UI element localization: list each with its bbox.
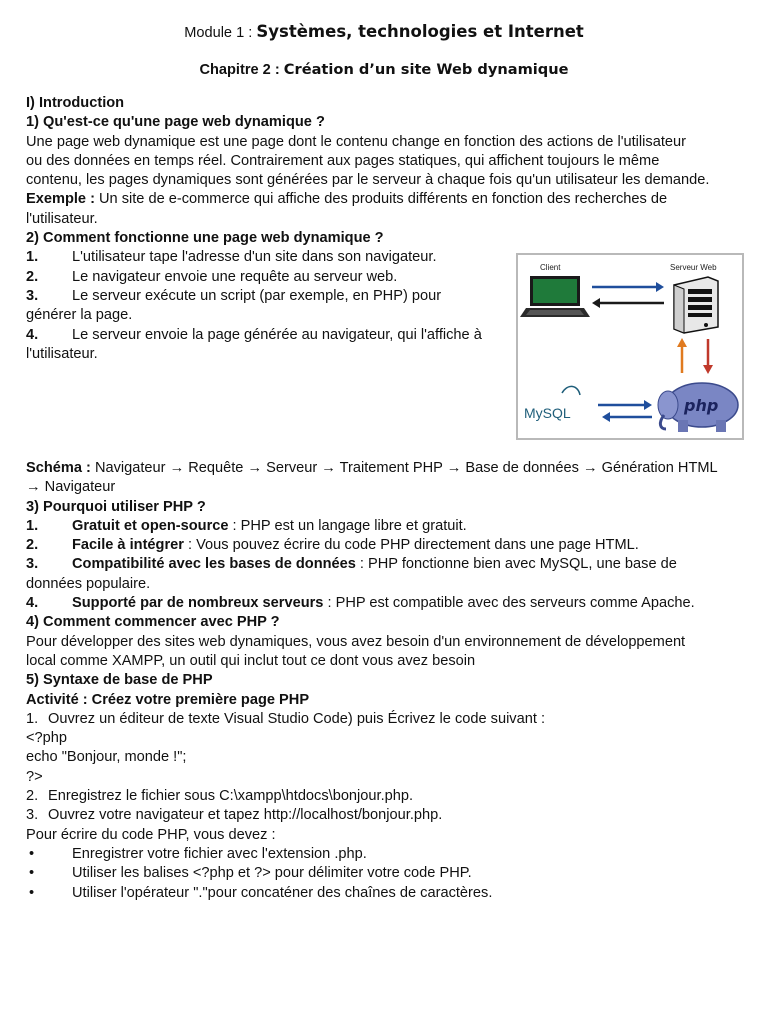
bullet-text: Utiliser les balises <?php et ?> pour délimiter votre code PHP. [72, 865, 472, 882]
client-server-diagram [516, 253, 744, 440]
question-3: 3) Pourquoi utiliser PHP ? [26, 498, 206, 515]
request-arrow-icon [592, 282, 664, 292]
mysql-logo-icon [524, 386, 580, 421]
list-text: Le serveur envoie la page générée au navigateur, qui l'affiche à [72, 326, 482, 343]
server-label: Serveur Web [670, 263, 717, 272]
list-continuation: données populaire. [26, 575, 151, 592]
schema-line [26, 459, 742, 478]
server-tower-icon [674, 277, 718, 333]
mysql-label: MySQL [524, 405, 571, 421]
code-line: echo "Bonjour, monde !"; [26, 749, 187, 766]
list-item [26, 594, 742, 613]
list-item [26, 517, 742, 536]
list-text: Ouvrez un éditeur de texte Visual Studio Code) puis Écrivez le code suivant : [48, 710, 545, 727]
list-item [26, 555, 742, 574]
list-bold: Compatibilité avec les bases de données [72, 556, 356, 573]
module-name: Systèmes, technologies et Internet [256, 22, 584, 41]
result-arrow-icon [602, 412, 652, 422]
example-label: Exemple : [26, 191, 99, 208]
bullet-text: Enregistrer votre fichier avec l'extension .php. [72, 845, 367, 862]
list-number: 2. [26, 268, 39, 285]
list-text: Le serveur exécute un script (par exemple, en PHP) pour [72, 287, 442, 304]
list-number: 2. [26, 788, 39, 805]
list-item [26, 248, 506, 267]
list-continuation: générer la page. [26, 307, 133, 324]
list-text: : PHP fonctionne bien avec MySQL, une base de [355, 556, 677, 573]
list-item [26, 536, 742, 555]
paragraph-line: local comme XAMPP, un outil qui inclut tout ce dont vous avez besoin [26, 652, 476, 669]
list-text: Le navigateur envoie une requête au serveur web. [72, 268, 398, 285]
list-number: 4. [26, 326, 39, 343]
bullet-icon: • [29, 865, 35, 882]
schema-label: Schéma : [26, 460, 95, 476]
query-arrow-icon [598, 400, 652, 410]
question-2: 2) Comment fonctionne une page web dynamique ? [26, 230, 384, 247]
list-number: 1. [26, 710, 39, 727]
list-text: L'utilisateur tape l'adresse d'un site dans son navigateur. [72, 249, 437, 266]
question-1: 1) Qu'est-ce qu'une page web dynamique ? [26, 114, 325, 131]
list-number: 1. [26, 517, 39, 534]
paragraph-line: Une page web dynamique est une page dont le contenu change en fonction des actions de l'utilisateur [26, 133, 686, 150]
php-label: php [684, 396, 719, 415]
module-title [0, 22, 768, 43]
list-number: 4. [26, 595, 39, 612]
list-item [26, 710, 742, 729]
list-text: Ouvrez votre navigateur et tapez http://localhost/bonjour.php. [48, 807, 443, 824]
bullet-icon: • [29, 884, 35, 901]
schema-line: → Navigateur [26, 479, 116, 496]
list-item [26, 287, 506, 306]
list-item [26, 326, 506, 345]
down-arrow-icon [703, 339, 713, 374]
question-5: 5) Syntaxe de base de PHP [26, 672, 213, 689]
bullet-item [26, 864, 742, 883]
question-4: 4) Comment commencer avec PHP ? [26, 614, 280, 631]
example-text: Un site de e-commerce qui affiche des produits différents en fonction des recherches de [99, 191, 668, 208]
activity-title: Activité : Créez votre première page PHP [26, 691, 310, 708]
bullet-icon: • [29, 845, 35, 862]
code-line: ?> [26, 768, 43, 785]
bullet-item [26, 884, 742, 903]
php-elephant-icon [658, 383, 738, 432]
list-number: 3. [26, 807, 39, 824]
paragraph-line: Pour écrire du code PHP, vous devez : [26, 826, 276, 843]
bullet-item [26, 845, 742, 864]
list-text: : Vous pouvez écrire du code PHP directement dans une page HTML. [183, 537, 639, 554]
steps-list [26, 248, 506, 364]
client-label: Client [540, 263, 561, 272]
bullet-text: Utiliser l'opérateur "."pour concaténer des chaînes de caractères. [72, 884, 493, 901]
example-line: l'utilisateur. [26, 210, 98, 227]
response-arrow-icon [592, 298, 664, 308]
list-bold: Facile à intégrer [72, 537, 184, 554]
paragraph-line: ou des données en temps réel. Contrairement aux pages statiques, qui affichent toujours le même [26, 152, 660, 169]
list-item [26, 268, 506, 287]
list-bold: Supporté par de nombreux serveurs [72, 595, 324, 612]
section-heading: I) Introduction [26, 95, 125, 111]
list-item [26, 787, 742, 806]
list-number: 3. [26, 287, 39, 304]
list-text: Enregistrez le fichier sous C:\xampp\htdocs\bonjour.php. [48, 788, 414, 805]
up-arrow-icon [677, 338, 687, 373]
list-continuation: l'utilisateur. [26, 345, 98, 362]
list-number: 1. [26, 249, 39, 266]
chapter-name: Création d’un site Web dynamique [283, 61, 569, 78]
example-line [26, 190, 742, 209]
paragraph-line: contenu, les pages dynamiques sont générées par le serveur à chaque fois qu'un utilisateur les demande. [26, 172, 710, 189]
list-text: : PHP est un langage libre et gratuit. [228, 517, 467, 534]
chapter-title [0, 60, 768, 80]
laptop-icon [520, 276, 590, 317]
list-number: 3. [26, 556, 39, 573]
list-number: 2. [26, 537, 39, 554]
list-item [26, 806, 742, 825]
schema-text: Navigateur → Requête → Serveur → Traitement PHP → Base de données → Génération HTML [94, 460, 718, 476]
module-prefix: Module 1 : [184, 25, 257, 41]
list-text: : PHP est compatible avec des serveurs comme Apache. [323, 595, 695, 612]
paragraph-line: Pour développer des sites web dynamiques, vous avez besoin d'un environnement de développement [26, 633, 686, 650]
list-bold: Gratuit et open-source [72, 517, 229, 534]
code-line: <?php [26, 730, 67, 747]
chapter-prefix: Chapitre 2 : [199, 62, 284, 78]
main-section [26, 459, 742, 903]
